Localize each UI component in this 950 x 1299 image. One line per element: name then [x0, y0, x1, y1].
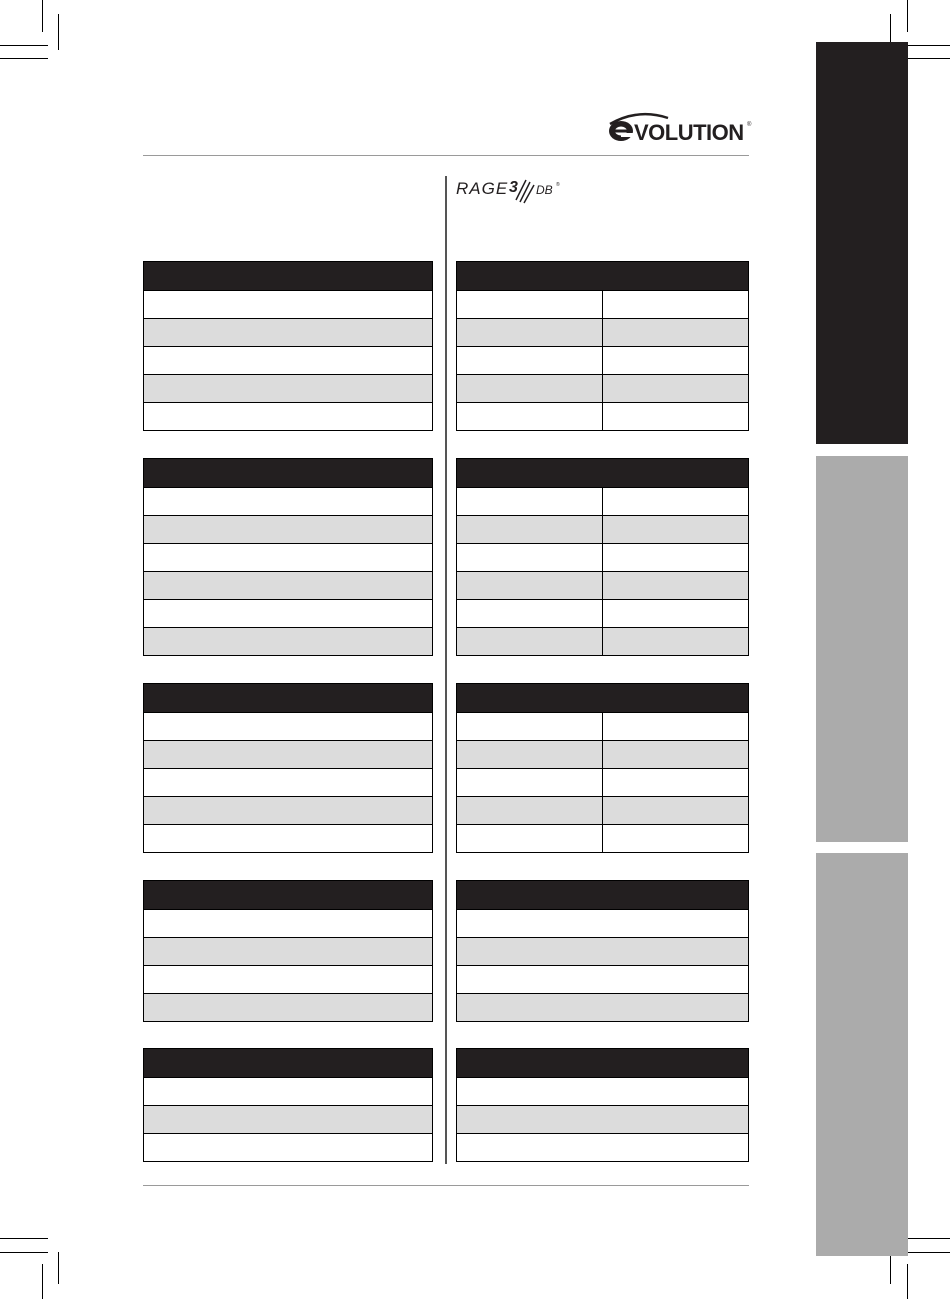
- table-cell: [602, 291, 748, 318]
- table-header: [457, 1049, 748, 1077]
- table-row: [144, 993, 432, 1021]
- table-row: [457, 993, 748, 1021]
- svg-text:®: ®: [747, 122, 752, 128]
- table-row: [457, 487, 748, 515]
- table-cell: [602, 347, 748, 374]
- table-header: [144, 262, 432, 290]
- table-cell: [602, 572, 748, 599]
- table-row: [144, 937, 432, 965]
- table-row: [457, 402, 748, 430]
- table-cell: [602, 825, 748, 852]
- table-row: [457, 824, 748, 852]
- table-row: [144, 712, 432, 740]
- table-row: [457, 712, 748, 740]
- crop-mark: [0, 1238, 48, 1239]
- spec-table: [456, 683, 749, 853]
- table-row: [457, 937, 748, 965]
- table-cell: [602, 600, 748, 627]
- table-row: [144, 909, 432, 937]
- crop-mark: [58, 14, 59, 50]
- table-cell: [457, 628, 602, 655]
- table-row: [457, 1133, 748, 1161]
- table-cell: [457, 769, 602, 796]
- table-cell: [602, 319, 748, 346]
- table-row: [144, 543, 432, 571]
- table-row: [457, 599, 748, 627]
- table-row: [144, 1133, 432, 1161]
- table-row: [457, 571, 748, 599]
- crop-mark: [907, 0, 908, 32]
- table-cell: [457, 319, 602, 346]
- crop-mark: [0, 58, 48, 59]
- crop-mark: [0, 45, 48, 46]
- table-row: [144, 402, 432, 430]
- table-row: [457, 1077, 748, 1105]
- table-header: [457, 262, 748, 290]
- table-cell: [602, 713, 748, 740]
- table-row: [144, 740, 432, 768]
- table-cell: [457, 713, 602, 740]
- table-row: [457, 740, 748, 768]
- section-tab-active: [816, 42, 908, 444]
- table-row: [144, 768, 432, 796]
- table-row: [144, 965, 432, 993]
- table-cell: [457, 488, 602, 515]
- table-row: [144, 571, 432, 599]
- table-row: [144, 487, 432, 515]
- table-cell: [457, 347, 602, 374]
- table-row: [144, 796, 432, 824]
- table-cell: [602, 741, 748, 768]
- table-cell: [457, 572, 602, 599]
- table-row: [144, 318, 432, 346]
- svg-text:RAGE: RAGE: [456, 179, 509, 198]
- table-row: [457, 374, 748, 402]
- table-row: [457, 1105, 748, 1133]
- footer-rule: [143, 1185, 749, 1186]
- svg-text:DB: DB: [536, 183, 553, 197]
- spec-table: [143, 683, 433, 853]
- header-rule: [143, 155, 749, 156]
- crop-mark: [58, 1252, 59, 1284]
- crop-mark: [0, 1252, 48, 1253]
- table-row: [144, 824, 432, 852]
- table-header: [457, 881, 748, 909]
- table-row: [457, 768, 748, 796]
- table-cell: [602, 375, 748, 402]
- table-row: [144, 346, 432, 374]
- spec-table: [143, 261, 433, 431]
- section-tab: [816, 456, 908, 842]
- crop-mark: [907, 1264, 908, 1299]
- table-cell: [602, 544, 748, 571]
- table-cell: [457, 825, 602, 852]
- table-header: [144, 881, 432, 909]
- spec-table: [456, 458, 749, 656]
- table-cell: [457, 403, 602, 430]
- table-row: [457, 290, 748, 318]
- table-cell: [457, 741, 602, 768]
- table-row: [144, 515, 432, 543]
- spec-table: [456, 880, 749, 1022]
- svg-text:3: 3: [509, 179, 518, 196]
- evolution-logo: [608, 112, 753, 146]
- table-row: [457, 796, 748, 824]
- table-cell: [457, 375, 602, 402]
- table-header: [457, 459, 748, 487]
- table-cell: [602, 797, 748, 824]
- crop-mark: [42, 1264, 43, 1299]
- table-row: [457, 627, 748, 655]
- table-row: [144, 1077, 432, 1105]
- table-row: [457, 965, 748, 993]
- spec-table: [143, 880, 433, 1022]
- table-cell: [457, 544, 602, 571]
- table-row: [457, 318, 748, 346]
- table-cell: [602, 769, 748, 796]
- table-cell: [602, 488, 748, 515]
- svg-text:®: ®: [556, 182, 560, 188]
- table-cell: [457, 291, 602, 318]
- table-cell: [457, 797, 602, 824]
- spec-table: [456, 1048, 749, 1162]
- section-tab: [816, 853, 908, 1256]
- table-row: [144, 627, 432, 655]
- spec-table: [143, 458, 433, 656]
- table-cell: [457, 516, 602, 543]
- table-row: [457, 515, 748, 543]
- table-row: [457, 346, 748, 374]
- table-row: [144, 1105, 432, 1133]
- table-row: [144, 599, 432, 627]
- spec-table: [456, 261, 749, 431]
- crop-mark: [42, 0, 43, 32]
- table-cell: [457, 600, 602, 627]
- table-row: [144, 374, 432, 402]
- rage3-db-logo: [456, 176, 574, 204]
- table-row: [457, 543, 748, 571]
- table-header: [144, 684, 432, 712]
- crop-mark: [890, 1252, 891, 1284]
- table-header: [144, 459, 432, 487]
- table-cell: [602, 516, 748, 543]
- spec-table: [143, 1048, 433, 1162]
- table-header: [457, 684, 748, 712]
- table-cell: [602, 628, 748, 655]
- table-header: [144, 1049, 432, 1077]
- table-row: [457, 909, 748, 937]
- svg-text:VOLUTION: VOLUTION: [634, 120, 744, 145]
- column-divider: [445, 176, 447, 1164]
- table-row: [144, 290, 432, 318]
- table-cell: [602, 403, 748, 430]
